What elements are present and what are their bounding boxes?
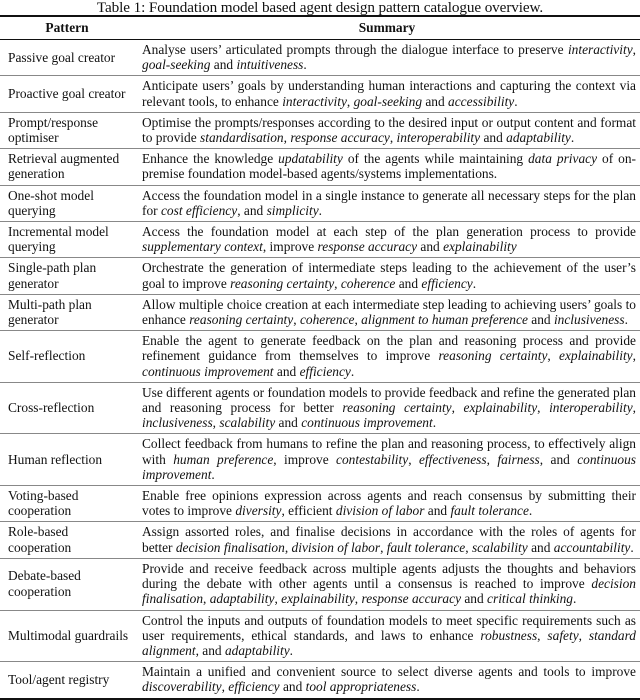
quality-attribute: explainability xyxy=(443,239,517,255)
summary-text: , xyxy=(293,312,300,328)
quality-attribute: response accuracy xyxy=(361,591,462,607)
pattern-summary xyxy=(134,222,640,258)
quality-attribute: efficiency xyxy=(228,679,280,695)
summary-text: . xyxy=(572,591,577,607)
pattern-summary xyxy=(134,294,640,330)
summary-text: and xyxy=(422,93,449,109)
pattern-summary xyxy=(134,486,640,522)
quality-attribute: division of labor xyxy=(335,503,425,519)
table-row xyxy=(0,382,640,434)
summary-text: and xyxy=(279,679,306,695)
summary-text: and xyxy=(395,275,422,291)
table-row xyxy=(0,558,640,610)
pattern-name: Incremental model querying xyxy=(0,222,134,258)
summary-text: Orchestrate the generation of intermediate steps leading to the achievement of the user’s goal to improve xyxy=(142,260,636,291)
table-row xyxy=(0,222,640,258)
quality-attribute: interactivity xyxy=(282,93,347,109)
pattern-summary xyxy=(134,149,640,185)
summary-text: , and xyxy=(539,451,578,467)
quality-attribute: safety xyxy=(547,627,579,643)
quality-attribute: explainability xyxy=(281,591,355,607)
quality-attribute: explainability xyxy=(559,348,633,364)
summary-text: . xyxy=(303,57,307,73)
pattern-name: Retrieval augmented generation xyxy=(0,149,134,185)
summary-text: , xyxy=(537,627,548,643)
quality-attribute: response accuracy xyxy=(290,130,390,146)
summary-text: . xyxy=(432,415,437,431)
summary-text: Maintain a unified and convenient source to select diverse agents and tools to improve xyxy=(142,664,636,680)
table-row xyxy=(0,76,640,112)
quality-attribute: scalability xyxy=(471,539,528,555)
quality-attribute: supplementary context xyxy=(142,239,263,255)
quality-attribute: accountability xyxy=(553,539,631,555)
summary-text: and xyxy=(210,57,237,73)
quality-attribute: contestability xyxy=(336,451,409,467)
table-row xyxy=(0,486,640,522)
quality-attribute: tool appropriateness xyxy=(305,679,417,695)
pattern-summary xyxy=(134,662,640,699)
summary-text: Assign assorted roles, and finalise decisions in accordance with the roles of agents for better xyxy=(142,524,636,555)
summary-text: . xyxy=(514,93,518,109)
summary-text: , xyxy=(354,591,362,607)
table-row xyxy=(0,185,640,221)
summary-text: , xyxy=(537,400,550,416)
pattern-name: Prompt/response optimiser xyxy=(0,112,134,148)
pattern-name: Cross-reflection xyxy=(0,382,134,434)
summary-text: , xyxy=(380,539,387,555)
quality-attribute: critical thinking xyxy=(487,591,573,607)
pattern-name: Tool/agent registry xyxy=(8,671,110,687)
summary-text: , xyxy=(465,539,472,555)
table-row xyxy=(0,610,640,662)
summary-text: . xyxy=(630,539,634,555)
pattern-name: One-shot model querying xyxy=(0,185,134,221)
summary-text: . xyxy=(289,642,294,658)
summary-text: Access the foundation model in a single instance to generate all necessary steps for the plan for xyxy=(142,187,636,218)
quality-attribute: standard alignment xyxy=(142,627,636,658)
pattern-catalogue-table xyxy=(0,15,640,700)
pattern-summary xyxy=(134,610,640,662)
quality-attribute: coherence xyxy=(340,275,396,291)
quality-attribute: goal-seeking xyxy=(142,57,211,73)
quality-attribute: decision finalisation xyxy=(175,539,285,555)
pattern-summary xyxy=(134,112,640,148)
summary-text: . xyxy=(211,466,215,482)
summary-text: . xyxy=(528,503,533,519)
quality-attribute: effectiveness xyxy=(418,451,487,467)
quality-attribute: efficiency xyxy=(299,363,351,379)
quality-attribute: fault tolerance xyxy=(450,503,529,519)
quality-attribute: efficiency xyxy=(421,275,473,291)
summary-text: , xyxy=(632,348,636,364)
summary-text: and xyxy=(273,363,300,379)
pattern-name: Proactive goal creator xyxy=(0,76,134,112)
summary-text: , xyxy=(547,348,559,364)
summary-text: Access the foundation model at each step of the plan generation process to provide xyxy=(142,224,636,240)
quality-attribute: simplicity xyxy=(266,202,319,218)
quality-attribute: continuous improvement xyxy=(142,363,274,379)
summary-text: and xyxy=(527,539,554,555)
summary-text: Enable free opinions expression across agents and reach consensus by submitting their votes to improve xyxy=(142,488,636,519)
pattern-name: Multimodal guardrails xyxy=(0,610,134,662)
summary-text: and xyxy=(461,591,488,607)
summary-text: Enhance the knowledge xyxy=(142,151,279,167)
pattern-summary xyxy=(134,258,640,294)
summary-text: of the agents while maintaining xyxy=(342,151,529,167)
quality-attribute: data privacy xyxy=(528,151,598,167)
summary-text: . xyxy=(350,363,355,379)
summary-text: and xyxy=(424,503,451,519)
quality-attribute: reasoning certainty xyxy=(189,312,294,328)
quality-attribute: explainability xyxy=(463,400,538,416)
summary-text: . xyxy=(416,679,420,695)
summary-text: . xyxy=(570,130,575,146)
quality-attribute: accessibility xyxy=(448,93,515,109)
pattern-name: Debate-based cooperation xyxy=(0,558,134,610)
table-row xyxy=(0,662,640,699)
summary-text: , xyxy=(203,591,210,607)
quality-attribute: reasoning certainty xyxy=(342,400,452,416)
quality-attribute: human preference xyxy=(173,451,274,467)
quality-attribute: adaptability xyxy=(506,130,571,146)
summary-text: , xyxy=(221,679,229,695)
summary-text: Control the inputs and outputs of foundation models to meet specific requirements such as user requirements, ethical standards, and laws to enhance xyxy=(142,612,636,643)
summary-text: . xyxy=(624,312,628,328)
pattern-summary xyxy=(134,331,640,383)
quality-attribute: discoverability xyxy=(142,679,222,695)
summary-text: of on-premise foundation model-based agents/systems implementations. xyxy=(142,151,636,182)
pattern-name: Self-reflection xyxy=(0,331,134,383)
quality-attribute: fairness xyxy=(497,451,540,467)
quality-attribute: adaptability xyxy=(209,591,275,607)
quality-attribute: interoperability xyxy=(549,400,633,416)
quality-attribute: fault tolerance xyxy=(386,539,466,555)
summary-text: , xyxy=(389,130,397,146)
pattern-summary xyxy=(134,558,640,610)
quality-attribute: alignment to human preference xyxy=(361,312,528,328)
pattern-name: Multi-path plan generator xyxy=(0,294,134,330)
table-row xyxy=(0,294,640,330)
quality-attribute: division of labor xyxy=(291,539,381,555)
summary-text: Anticipate users’ goals by understanding human interactions and capturing the context via relevant tools, to enhance xyxy=(142,78,636,109)
pattern-name: Passive goal creator xyxy=(0,40,134,76)
quality-attribute: robustness xyxy=(480,627,538,643)
pattern-summary xyxy=(134,522,640,558)
quality-attribute: decision finalisation xyxy=(142,576,636,607)
table-row xyxy=(0,112,640,148)
summary-text: Use different agents or foundation models to provide feedback and refine the generated plan and reasoning process for better xyxy=(142,384,636,416)
pattern-summary xyxy=(134,382,640,434)
quality-attribute: inclusiveness xyxy=(553,312,625,328)
header-pattern: Pattern xyxy=(0,16,134,40)
quality-attribute: goal-seeking xyxy=(353,93,423,109)
summary-text: , xyxy=(212,415,220,431)
summary-text: , xyxy=(578,627,589,643)
quality-attribute: reasoning certainty xyxy=(438,348,548,364)
summary-text: and xyxy=(480,130,507,146)
table-caption: Table 1: Foundation model based agent design pattern catalogue overview. xyxy=(96,0,544,16)
quality-attribute: intuitiveness xyxy=(236,57,304,73)
summary-text: , xyxy=(334,275,341,291)
summary-text: Allow multiple choice creation at each intermediate step leading to achieving users’ goals to enhance xyxy=(142,296,636,328)
summary-text: , improve xyxy=(273,451,337,467)
summary-text: , and xyxy=(195,642,225,658)
quality-attribute: continuous improvement xyxy=(142,451,636,482)
quality-attribute: continuous improvement xyxy=(301,415,433,431)
quality-attribute: coherence xyxy=(299,312,355,328)
summary-text: Provide and receive feedback across multiple agents adjusts the thoughts and behaviors during the debate with other agents until a consensus is reached to improve xyxy=(142,560,636,592)
quality-attribute: scalability xyxy=(219,415,276,431)
quality-attribute: reasoning certainty xyxy=(230,275,335,291)
pattern-name: Human reflection xyxy=(0,434,134,486)
quality-attribute: interactivity xyxy=(567,42,633,57)
summary-text: . xyxy=(472,275,477,291)
header-row xyxy=(0,16,640,40)
summary-text: Collect feedback from humans to refine the plan and reasoning process, to effectively align with xyxy=(142,436,636,467)
quality-attribute: cost efficiency xyxy=(160,202,238,218)
quality-attribute: interoperability xyxy=(396,130,481,146)
summary-text: , xyxy=(284,539,292,555)
summary-text: and xyxy=(527,312,554,328)
pattern-name: Role-based cooperation xyxy=(0,522,134,558)
table-row xyxy=(0,331,640,383)
summary-text: , xyxy=(283,130,291,146)
summary-text: , efficient xyxy=(281,503,336,519)
quality-attribute: updatability xyxy=(278,151,343,167)
quality-attribute: diversity xyxy=(235,503,282,519)
table-row xyxy=(0,258,640,294)
header-summary: Summary xyxy=(134,16,640,40)
summary-text: , improve xyxy=(262,239,318,255)
quality-attribute: adaptability xyxy=(224,642,290,658)
table-body xyxy=(0,40,640,699)
pattern-name: Voting-based cooperation xyxy=(0,486,134,522)
pattern-summary xyxy=(134,185,640,221)
summary-text: . xyxy=(318,202,323,218)
summary-text: , xyxy=(632,42,636,57)
table-row xyxy=(0,434,640,486)
summary-text: Enable the agent to generate feedback on the plan and reasoning process and provide refinement guidance from themselves to improve xyxy=(142,333,636,364)
summary-text: and xyxy=(275,415,302,431)
pattern-summary xyxy=(134,434,640,486)
table-row xyxy=(0,40,640,76)
summary-text: , xyxy=(451,400,464,416)
summary-text: Analyse users’ articulated prompts through the dialogue interface to preserve xyxy=(142,42,568,57)
summary-text: , xyxy=(354,312,362,328)
pattern-name: Single-path plan generator xyxy=(0,258,134,294)
summary-text: , xyxy=(346,93,354,109)
summary-text: and xyxy=(417,239,444,255)
pattern-summary xyxy=(134,40,640,76)
table-row xyxy=(0,149,640,185)
summary-text: Optimise the prompts/responses according to the desired input or output content and format to provide xyxy=(142,114,636,146)
quality-attribute: standardisation xyxy=(200,130,284,146)
summary-text: , xyxy=(408,451,419,467)
pattern-summary xyxy=(134,76,640,112)
summary-text: , xyxy=(632,400,636,416)
summary-text: , xyxy=(274,591,282,607)
summary-text: , and xyxy=(237,202,267,218)
quality-attribute: inclusiveness xyxy=(142,415,213,431)
quality-attribute: response accuracy xyxy=(317,239,418,255)
summary-text: , xyxy=(486,451,498,467)
table-row xyxy=(0,522,640,558)
